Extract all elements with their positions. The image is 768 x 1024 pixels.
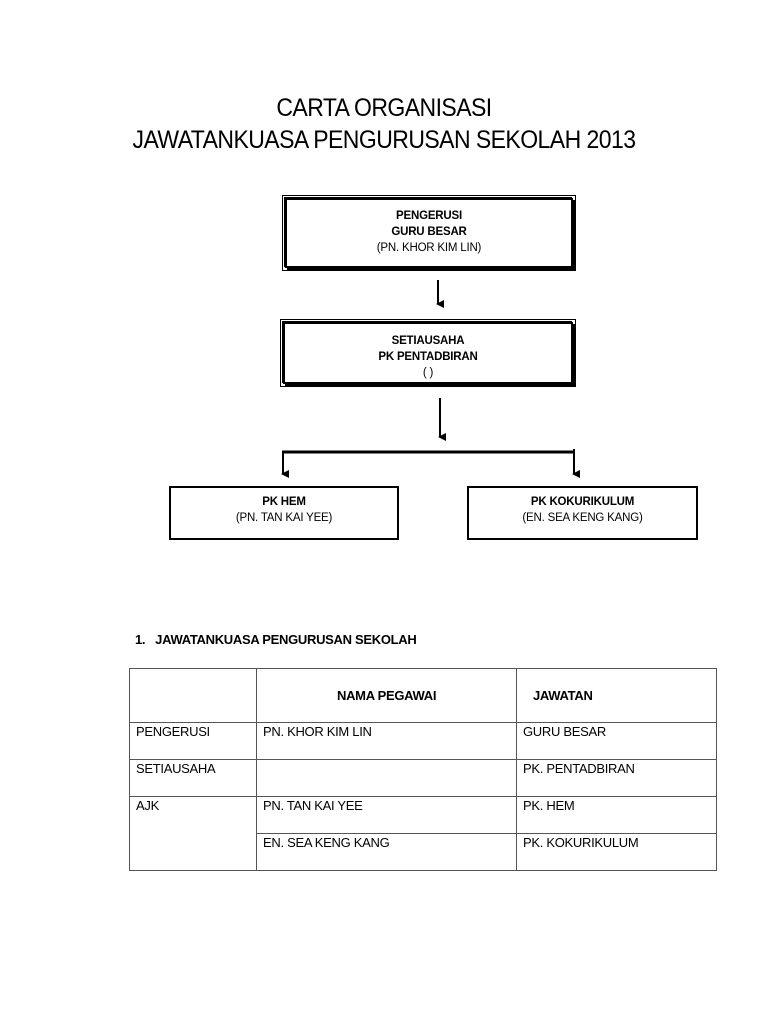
page-title-line-1: CARTA ORGANISASI bbox=[276, 94, 492, 122]
secretary-box bbox=[283, 322, 573, 384]
committee-table bbox=[129, 668, 717, 871]
secretary-name: ( ) bbox=[422, 367, 434, 379]
chairman-role: PENGERUSI bbox=[396, 210, 462, 222]
kokurikulum-box bbox=[467, 486, 698, 540]
table-cell-name: EN. SEA KENG KANG bbox=[257, 834, 517, 871]
kokurikulum-position: PK KOKURIKULUM bbox=[530, 496, 635, 508]
secretary-role: SETIAUSAHA bbox=[391, 335, 465, 347]
table-cell-name bbox=[257, 760, 517, 797]
table-header-row bbox=[130, 669, 717, 723]
table-cell-position: PK. PENTADBIRAN bbox=[517, 760, 717, 797]
table-cell-label: SETIAUSAHA bbox=[130, 760, 257, 797]
hem-position: PK HEM bbox=[262, 496, 306, 508]
table-cell-position: GURU BESAR bbox=[517, 723, 717, 760]
chairman-box bbox=[285, 198, 573, 268]
hem-name: (PN. TAN KAI YEE) bbox=[235, 512, 333, 524]
table-cell-position: PK. HEM bbox=[517, 797, 717, 834]
kokurikulum-name: (EN. SEA KENG KANG) bbox=[522, 512, 643, 524]
table-header-name: NAMA PEGAWAI bbox=[257, 669, 517, 723]
table-row bbox=[130, 723, 717, 760]
table-header-blank bbox=[130, 669, 257, 723]
table-row bbox=[130, 797, 717, 834]
table-cell-label: PENGERUSI bbox=[130, 723, 257, 760]
chairman-position: GURU BESAR bbox=[391, 226, 467, 238]
table-cell-name: PN. KHOR KIM LIN bbox=[257, 723, 517, 760]
secretary-position: PK PENTADBIRAN bbox=[378, 351, 478, 363]
table-header-position: JAWATAN bbox=[517, 669, 717, 723]
table-cell-label: AJK bbox=[130, 797, 257, 834]
table-cell-name: PN. TAN KAI YEE bbox=[257, 797, 517, 834]
hem-box bbox=[169, 486, 399, 540]
table-cell-position: PK. KOKURIKULUM bbox=[517, 834, 717, 871]
table-cell-label bbox=[130, 834, 257, 871]
table-row bbox=[130, 760, 717, 797]
section-heading: 1. JAWATANKUASA PENGURUSAN SEKOLAH bbox=[135, 632, 417, 647]
page-title-line-2: JAWATANKUASA PENGURUSAN SEKOLAH 2013 bbox=[132, 126, 636, 154]
table-row bbox=[130, 834, 717, 871]
chairman-name: (PN. KHOR KIM LIN) bbox=[376, 242, 482, 254]
